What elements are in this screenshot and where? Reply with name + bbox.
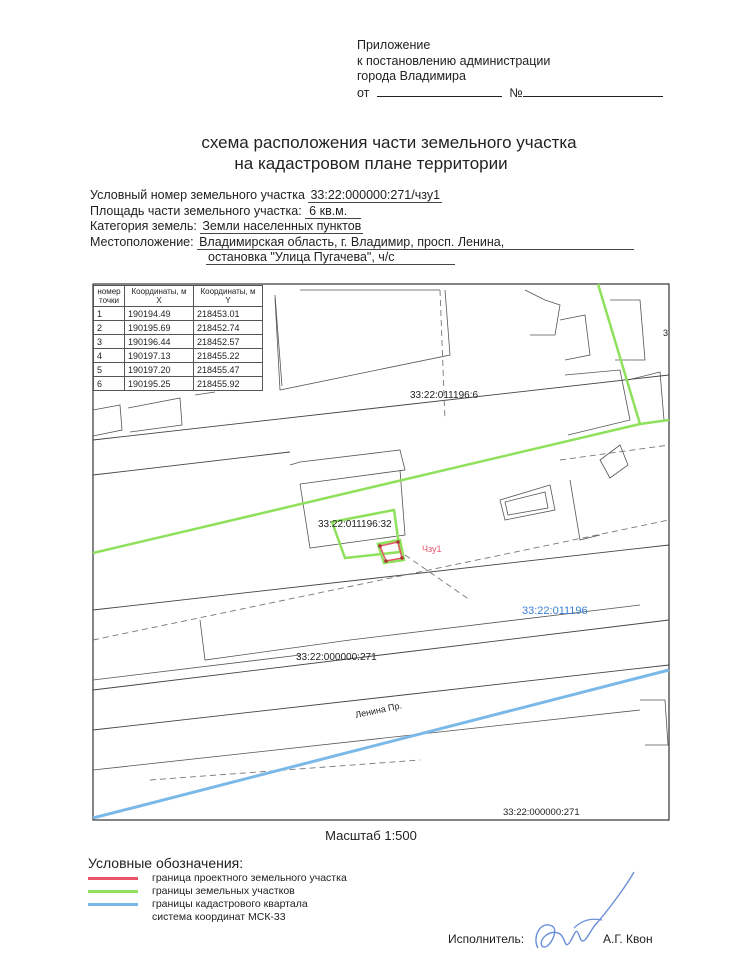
executor-label: Исполнитель: [448, 932, 525, 946]
date-prefix: от [357, 85, 370, 100]
signature [530, 868, 640, 960]
scale-label: Масштаб 1:500 [325, 828, 417, 843]
building-outline [570, 480, 600, 540]
parcel-main-label: 33:22:000000:271 [296, 652, 377, 663]
parcel-boundary-line [93, 424, 640, 553]
side-digit-label: 3 [663, 328, 669, 338]
legend-swatch-red [88, 877, 138, 880]
coord-x: 190194.49 [125, 307, 194, 321]
dashed-line [560, 445, 669, 460]
table-row [94, 335, 263, 349]
parcel-area-value: 6 кв.м. [305, 204, 361, 219]
parcel-number-label: Условный номер земельного участка [90, 188, 305, 202]
building-outline [560, 315, 590, 360]
coord-y: 218452.74 [194, 321, 263, 335]
chzu-label: Чзу1 [422, 544, 442, 554]
coord-x: 190197.20 [125, 363, 194, 377]
road-edge [93, 665, 669, 730]
building-outline [525, 290, 560, 335]
legend-label: границы земельных участков [152, 885, 295, 897]
road-edge [93, 452, 290, 475]
street-label: Ленина Пр. [354, 700, 403, 720]
legend-label: границы кадастрового квартала [152, 898, 308, 910]
coord-y: 218452.57 [194, 335, 263, 349]
col-point-number: номер точки [94, 286, 125, 307]
legend-label: граница проектного земельного участка [152, 872, 347, 884]
legend-swatch-blue [88, 903, 138, 906]
title-line-2: на кадастровом плане территории [234, 154, 508, 173]
parcel-bottom-label: 33:22:000000:271 [503, 807, 580, 818]
number-prefix: № [509, 85, 523, 100]
title-line-1: схема расположения части земельного участка [201, 133, 577, 152]
coordinates-header-row [94, 286, 263, 307]
point-number: 3 [94, 335, 125, 349]
coord-x: 190195.25 [125, 377, 194, 391]
coord-x: 190195.69 [125, 321, 194, 335]
col-y: Координаты, м Y [194, 286, 263, 307]
table-row [94, 349, 263, 363]
parcel-area-label: Площадь части земельного участка: [90, 203, 302, 218]
parcel-boundary-line [598, 284, 669, 424]
coord-x: 190197.13 [125, 349, 194, 363]
point-number: 5 [94, 363, 125, 377]
legend-swatch-green [88, 890, 138, 893]
small-parcel-boundary [332, 510, 400, 558]
building-outline [93, 710, 640, 770]
land-category-label: Категория земель: [90, 219, 197, 233]
building-outline [275, 295, 282, 386]
point-marker [384, 559, 388, 563]
coordinates-table [93, 285, 263, 391]
point-marker [396, 540, 400, 544]
coord-x: 190196.44 [125, 335, 194, 349]
coord-y: 218455.22 [194, 349, 263, 363]
appendix-line-1: Приложение [357, 38, 431, 52]
parcel-small-label: 33:22:011196:32 [318, 519, 392, 530]
signature-stroke [574, 919, 602, 928]
table-row [94, 307, 263, 321]
dashed-line [405, 555, 470, 600]
col-x: Координаты, м X [125, 286, 194, 307]
executor-name: А.Г. Квон [603, 932, 653, 946]
point-number: 6 [94, 377, 125, 391]
building-outline [565, 370, 630, 435]
table-row [94, 321, 263, 335]
coord-y: 218455.92 [194, 377, 263, 391]
building-outline [128, 398, 182, 432]
appendix-line-2: к постановлению администрации [357, 53, 551, 68]
land-category-value: Земли населенных пунктов [202, 219, 362, 233]
building-outline [610, 300, 645, 360]
quarter-boundary-line [93, 670, 669, 818]
appendix-line-3: города Владимира [357, 69, 466, 83]
road-edge [93, 620, 669, 690]
legend-label: система координат МСК-33 [152, 911, 286, 923]
point-number: 1 [94, 307, 125, 321]
legend-title: Условные обозначения: [88, 855, 244, 871]
building-outline [505, 492, 548, 515]
location-value-1: Владимирская область, г. Владимир, просп. Ленина, [197, 235, 634, 250]
building-outline [93, 655, 300, 680]
quarter-label: 33:22:011196 [522, 605, 588, 617]
location-label: Местоположение: [90, 234, 194, 249]
table-row [94, 363, 263, 377]
coord-y: 218453.01 [194, 307, 263, 321]
building-outline [600, 445, 628, 478]
point-marker [400, 556, 404, 560]
building-outline [275, 290, 450, 390]
building-outline [350, 605, 640, 640]
point-number: 4 [94, 349, 125, 363]
building-outline [195, 392, 215, 395]
building-outline [640, 700, 668, 745]
table-row [94, 377, 263, 391]
building-outline [290, 450, 405, 484]
point-number: 2 [94, 321, 125, 335]
parcel-top-label: 33:22:011196:6 [410, 390, 479, 401]
point-marker [378, 544, 382, 548]
parcel-number-value: 33:22:000000:271/чзу1 [310, 188, 441, 202]
coord-y: 218455.47 [194, 363, 263, 377]
location-value-2: остановка "Улица Пугачева", ч/с [206, 250, 455, 265]
building-outline [93, 405, 122, 436]
